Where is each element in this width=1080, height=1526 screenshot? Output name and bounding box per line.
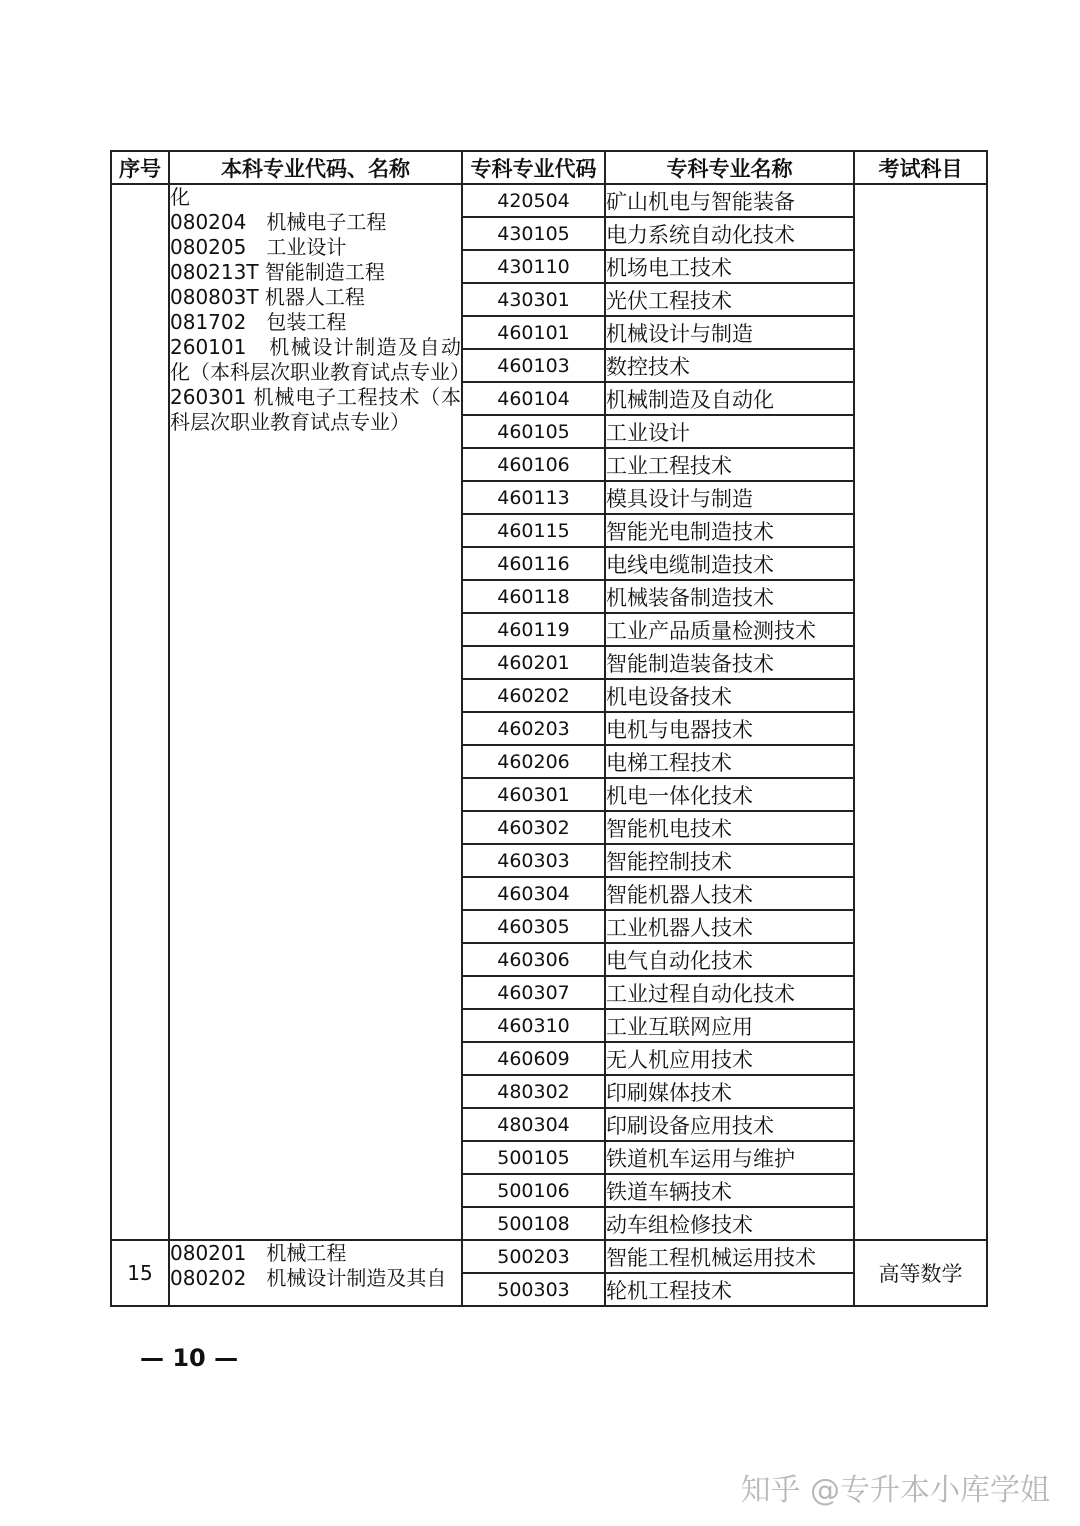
junior-name-cell: 铁道车辆技术 [605,1174,854,1207]
table-row [111,1240,987,1273]
header-seq: 序号 [111,151,169,184]
header-undergrad: 本科专业代码、名称 [169,151,462,184]
junior-code-cell: 430110 [462,250,605,283]
junior-code-cell: 460203 [462,712,605,745]
junior-name-cell: 电梯工程技术 [605,745,854,778]
undergrad-line: 080201 机械工程 [170,1241,347,1265]
junior-name-cell: 轮机工程技术 [605,1273,854,1306]
junior-name-cell: 机电一体化技术 [605,778,854,811]
undergrad-line: 260101 机械设计制造及自动化（本科层次职业教育试点专业） [170,335,470,384]
junior-name-cell: 电气自动化技术 [605,943,854,976]
junior-code-cell: 460113 [462,481,605,514]
junior-code-cell: 460101 [462,316,605,349]
junior-name-cell: 数控技术 [605,349,854,382]
junior-code-cell: 460118 [462,580,605,613]
junior-code-cell: 460305 [462,910,605,943]
undergrad-line: 080205 工业设计 [170,235,347,259]
junior-name-cell: 智能机器人技术 [605,877,854,910]
junior-code-cell: 500106 [462,1174,605,1207]
seq-cell: 15 [111,1240,169,1306]
junior-code-cell: 460201 [462,646,605,679]
table-header-row [111,151,987,184]
junior-code-cell: 460106 [462,448,605,481]
junior-code-cell: 430301 [462,283,605,316]
junior-name-cell: 电线电缆制造技术 [605,547,854,580]
junior-name-cell: 工业过程自动化技术 [605,976,854,1009]
junior-name-cell: 机电设备技术 [605,679,854,712]
junior-name-cell: 机械设计与制造 [605,316,854,349]
junior-code-cell: 460105 [462,415,605,448]
junior-name-cell: 机械装备制造技术 [605,580,854,613]
junior-name-cell: 电力系统自动化技术 [605,217,854,250]
junior-code-cell: 460206 [462,745,605,778]
junior-code-cell: 460115 [462,514,605,547]
junior-name-cell: 模具设计与制造 [605,481,854,514]
major-table [110,150,988,1307]
junior-code-cell: 460202 [462,679,605,712]
junior-code-cell: 480302 [462,1075,605,1108]
junior-name-cell: 智能制造装备技术 [605,646,854,679]
seq-cell [111,184,169,1240]
junior-name-cell: 智能控制技术 [605,844,854,877]
junior-name-cell: 工业产品质量检测技术 [605,613,854,646]
junior-code-cell: 460304 [462,877,605,910]
junior-code-cell: 500203 [462,1240,605,1273]
junior-code-cell: 460119 [462,613,605,646]
undergrad-cell [169,184,470,1240]
junior-name-cell: 光伏工程技术 [605,283,854,316]
junior-name-cell: 工业工程技术 [605,448,854,481]
header-junior-code: 专科专业代码 [462,151,605,184]
junior-name-cell: 工业互联网应用 [605,1009,854,1042]
junior-name-cell: 工业机器人技术 [605,910,854,943]
junior-name-cell: 无人机应用技术 [605,1042,854,1075]
junior-code-cell: 460306 [462,943,605,976]
junior-code-cell: 420504 [462,184,605,217]
table-row [111,184,987,217]
header-subject: 考试科目 [854,151,987,184]
junior-code-cell: 500105 [462,1141,605,1174]
junior-code-cell: 460301 [462,778,605,811]
undergrad-line: 260301 机械电子工程技术（本科层次职业教育试点专业） [170,385,461,434]
junior-name-cell: 印刷设备应用技术 [605,1108,854,1141]
junior-code-cell: 460104 [462,382,605,415]
undergrad-line: 080803T 机器人工程 [170,285,365,309]
junior-code-cell: 500303 [462,1273,605,1306]
junior-code-cell: 460103 [462,349,605,382]
junior-code-cell: 430105 [462,217,605,250]
watermark: 知乎 @专升本小库学姐 [740,1473,1050,1508]
junior-name-cell: 机场电工技术 [605,250,854,283]
header-junior-name: 专科专业名称 [605,151,854,184]
junior-name-cell: 智能机电技术 [605,811,854,844]
junior-name-cell: 机械制造及自动化 [605,382,854,415]
undergrad-line: 化 [170,185,190,209]
junior-name-cell: 智能光电制造技术 [605,514,854,547]
junior-name-cell: 印刷媒体技术 [605,1075,854,1108]
junior-name-cell: 智能工程机械运用技术 [605,1240,854,1273]
junior-code-cell: 500108 [462,1207,605,1240]
undergrad-line: 080202 机械设计制造及其自 [170,1266,447,1290]
junior-name-cell: 动车组检修技术 [605,1207,854,1240]
undergrad-cell [169,1240,462,1306]
junior-code-cell: 460302 [462,811,605,844]
table-body [111,184,987,1306]
junior-name-cell: 电机与电器技术 [605,712,854,745]
page-number: — 10 — [140,1344,239,1372]
junior-code-cell: 460609 [462,1042,605,1075]
undergrad-line: 080204 机械电子工程 [170,210,387,234]
junior-name-cell: 铁道机车运用与维护 [605,1141,854,1174]
junior-code-cell: 460310 [462,1009,605,1042]
junior-code-cell: 460116 [462,547,605,580]
junior-code-cell: 460307 [462,976,605,1009]
junior-name-cell: 矿山机电与智能装备 [605,184,854,217]
junior-code-cell: 480304 [462,1108,605,1141]
undergrad-line: 081702 包装工程 [170,310,347,334]
undergrad-line: 080213T 智能制造工程 [170,260,385,284]
junior-name-cell: 工业设计 [605,415,854,448]
junior-code-cell: 460303 [462,844,605,877]
subject-cell: 高等数学 [854,1240,987,1306]
subject-cell [854,184,987,1240]
